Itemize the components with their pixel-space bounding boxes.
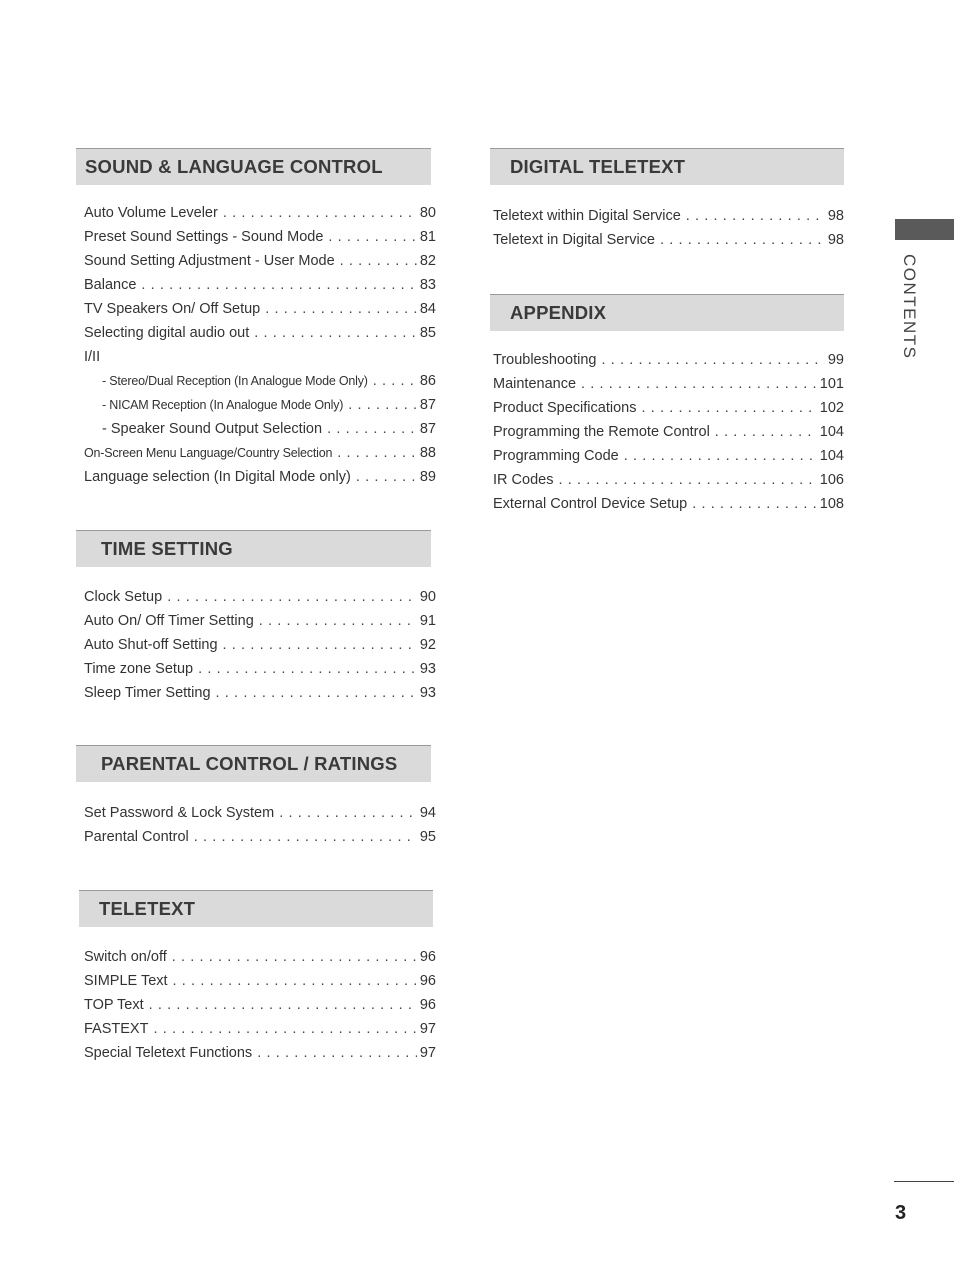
toc-entry-text: On-Screen Menu Language/Country Selection <box>84 446 333 460</box>
toc-entry-text: TV Speakers On/ Off Setup <box>84 301 261 317</box>
contents-side-label: CONTENTS <box>900 254 919 360</box>
toc-entry-page: 91 <box>419 613 436 629</box>
toc-entry-text: Switch on/off <box>84 949 167 965</box>
toc-entry-text: Teletext within Digital Service <box>493 208 681 224</box>
toc-entry[interactable] <box>84 1021 436 1045</box>
toc-entry-text: Balance <box>84 277 137 293</box>
section-title: APPENDIX <box>490 294 844 331</box>
footer-rule <box>894 1181 954 1182</box>
toc-entry-text: Maintenance <box>493 376 577 392</box>
toc-list <box>84 205 436 493</box>
toc-entry-text: Troubleshooting <box>493 352 597 368</box>
toc-entry-page: 93 <box>419 685 436 701</box>
toc-entry[interactable] <box>493 208 844 232</box>
toc-entry-page: 97 <box>419 1045 436 1061</box>
toc-entry[interactable] <box>84 613 436 637</box>
toc-entry[interactable] <box>84 805 436 829</box>
toc-entry[interactable] <box>493 232 844 256</box>
toc-entry-page: 86 <box>419 373 436 389</box>
toc-entry-page: 83 <box>419 277 436 293</box>
toc-entry[interactable] <box>84 1045 436 1069</box>
toc-entry-text: Product Specifications <box>493 400 637 416</box>
toc-entry-text: Auto Shut-off Setting <box>84 637 218 653</box>
toc-entry-page: 96 <box>419 973 436 989</box>
toc-entry-text: SIMPLE Text <box>84 973 168 989</box>
toc-entry-text: Teletext in Digital Service <box>493 232 655 248</box>
toc-entry-text: FASTEXT <box>84 1021 149 1037</box>
toc-entry-text: - Stereo/Dual Reception (In Analogue Mode Only) <box>102 374 368 388</box>
toc-list <box>493 352 844 520</box>
toc-entry-page: 80 <box>419 205 436 221</box>
toc-entry-text: Selecting digital audio out <box>84 325 250 341</box>
toc-entry-text: External Control Device Setup <box>493 496 688 512</box>
toc-entry[interactable] <box>84 349 436 373</box>
toc-entry-page: 89 <box>419 469 436 485</box>
toc-entry[interactable] <box>84 445 436 469</box>
toc-entry-page: 97 <box>419 1021 436 1037</box>
toc-entry-text: Sleep Timer Setting <box>84 685 211 701</box>
section-title: TELETEXT <box>79 890 433 927</box>
toc-entry-text: Special Teletext Functions <box>84 1045 253 1061</box>
toc-entry[interactable] <box>493 448 844 472</box>
toc-entry[interactable] <box>84 829 436 853</box>
toc-entry[interactable] <box>84 253 436 277</box>
section-appendix <box>490 294 844 512</box>
section-teletext <box>79 890 436 1061</box>
section-digital-teletext <box>490 148 844 248</box>
toc-entry-text: Language selection (In Digital Mode only) <box>84 469 351 485</box>
toc-entry-text: Set Password & Lock System <box>84 805 275 821</box>
toc-entry[interactable] <box>84 637 436 661</box>
section-title: DIGITAL TELETEXT <box>490 148 844 185</box>
toc-entry-page: 84 <box>419 301 436 317</box>
section-title: TIME SETTING <box>76 530 431 567</box>
toc-entry-page: 82 <box>419 253 436 269</box>
toc-entry[interactable] <box>493 400 844 424</box>
toc-list <box>84 805 436 853</box>
toc-entry-text: Sound Setting Adjustment - User Mode <box>84 253 335 269</box>
toc-entry-page: 106 <box>819 472 844 488</box>
toc-entry-page: 95 <box>419 829 436 845</box>
section-time-setting <box>76 530 436 701</box>
toc-entry-page: 87 <box>419 421 436 437</box>
toc-entry-page: 92 <box>419 637 436 653</box>
toc-entry-page: 85 <box>419 325 436 341</box>
toc-entry[interactable] <box>84 373 436 397</box>
toc-entry[interactable] <box>84 205 436 229</box>
toc-entry-page: 93 <box>419 661 436 677</box>
toc-entry-page: 104 <box>819 448 844 464</box>
toc-entry-text: Auto On/ Off Timer Setting <box>84 613 254 629</box>
toc-entry-page: 104 <box>819 424 844 440</box>
toc-entry-text: I/II <box>84 349 101 365</box>
toc-entry[interactable] <box>493 376 844 400</box>
toc-entry[interactable] <box>84 229 436 253</box>
toc-list <box>84 949 436 1069</box>
toc-entry-page: 81 <box>419 229 436 245</box>
toc-entry[interactable] <box>493 496 844 520</box>
section-sound-language <box>76 148 436 485</box>
toc-entry[interactable] <box>84 469 436 493</box>
page-number: 3 <box>895 1202 907 1224</box>
toc-list <box>493 208 844 256</box>
toc-entry-text: Preset Sound Settings - Sound Mode <box>84 229 324 245</box>
toc-entry-text: Programming Code <box>493 448 619 464</box>
toc-entry-page: 90 <box>419 589 436 605</box>
toc-entry[interactable] <box>493 424 844 448</box>
toc-entry-page: 88 <box>419 445 436 461</box>
toc-entry-text: - Speaker Sound Output Selection <box>102 421 323 437</box>
toc-entry[interactable] <box>84 685 436 709</box>
toc-entry[interactable] <box>84 949 436 973</box>
toc-entry-page: 98 <box>827 208 844 224</box>
section-parental-control <box>76 745 436 845</box>
toc-list <box>84 589 436 709</box>
toc-entry-page: 98 <box>827 232 844 248</box>
toc-entry-page: 101 <box>819 376 844 392</box>
toc-entry-text: Time zone Setup <box>84 661 194 677</box>
toc-entry[interactable] <box>84 997 436 1021</box>
toc-entry-text: Parental Control <box>84 829 189 845</box>
toc-entry[interactable] <box>493 472 844 496</box>
toc-entry-text: Clock Setup <box>84 589 163 605</box>
toc-entry-text: IR Codes <box>493 472 554 488</box>
toc-entry-page: 96 <box>419 997 436 1013</box>
toc-entry-page: 87 <box>419 397 436 413</box>
toc-entry-text: Programming the Remote Control <box>493 424 710 440</box>
toc-entry-page: 99 <box>827 352 844 368</box>
section-title: PARENTAL CONTROL / RATINGS <box>76 745 431 782</box>
toc-entry[interactable] <box>84 661 436 685</box>
toc-entry-text: - NICAM Reception (In Analogue Mode Only) <box>102 398 344 412</box>
toc-entry[interactable] <box>84 973 436 997</box>
toc-entry-page: 102 <box>819 400 844 416</box>
toc-entry-page: 108 <box>819 496 844 512</box>
toc-entry-text: Auto Volume Leveler <box>84 205 218 221</box>
toc-entry[interactable] <box>84 325 436 349</box>
toc-entry[interactable] <box>84 421 436 445</box>
toc-entry[interactable] <box>84 589 436 613</box>
toc-entry-text: TOP Text <box>84 997 144 1013</box>
section-title: SOUND & LANGUAGE CONTROL <box>76 148 431 185</box>
toc-entry-page: 96 <box>419 949 436 965</box>
toc-entry[interactable] <box>84 397 436 421</box>
toc-entry[interactable] <box>84 301 436 325</box>
toc-entry[interactable] <box>84 277 436 301</box>
toc-entry-page: 94 <box>419 805 436 821</box>
toc-entry[interactable] <box>493 352 844 376</box>
contents-tab-marker <box>895 219 954 240</box>
